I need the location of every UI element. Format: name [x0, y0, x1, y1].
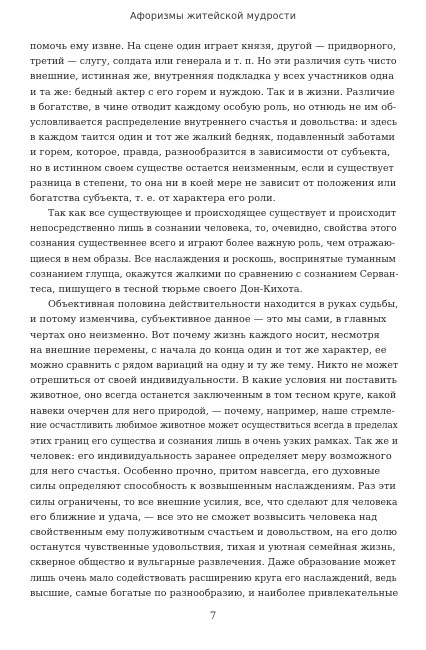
text-line: сознания существеннее всего и играют более важную роль, чем отражаю-: [30, 238, 395, 250]
text-line: непосредственно лишь в сознании человека, то, очевидно, свойства этого: [30, 223, 397, 235]
text-line: этих границ его существа и сознания лишь в очень узких рамках. Так же и: [30, 435, 398, 447]
text-line: скверное общество и вульгарные развлечения. Даже образование может: [30, 557, 396, 569]
text-line: внешние, истинная же, внутренняя подкладка у всех участников одна: [30, 71, 395, 83]
text-line: сознанием глупца, окажутся жалкими по сравнению с сознанием Серван-: [30, 268, 399, 280]
text-line: останутся чувственные удовольствия, тихая и уютная семейная жизнь,: [30, 542, 396, 554]
text-line: отрешиться от своей индивидуальности. В какие условия ни поставить: [30, 375, 397, 387]
page-number: 7: [209, 611, 217, 622]
text-line: чертах оно неизменно. Вот почему жизнь каждого носит, несмотря: [30, 329, 380, 341]
running-head: Афоризмы житейской мудрости: [129, 11, 297, 22]
text-line: его ближние и удача, — все это не сможет возвысить человека над: [30, 511, 378, 523]
text-line: для него счастья. Особенно прочно, притом навсегда, его духовные: [30, 466, 381, 478]
text-line: условливается распределение внутреннего счастья и довольства: и здесь: [30, 116, 398, 128]
text-line: навеки очерчен для него природой, — почему, например, наше стремле-: [30, 405, 395, 417]
text-line: щиеся в нем образы. Все наслаждения и роскошь, воспринятые туманным: [30, 253, 396, 265]
text-line: в каждом таится один и тот же жалкий бедняк, подавленный заботами: [30, 132, 395, 144]
text-line: силы ограничены, то все внешние усилия, все, что сделают для человека: [30, 496, 398, 508]
paragraph-start-line: Объективная половина действительности находится в руках судьбы,: [48, 299, 399, 311]
text-line: и та же: бедный актер с его горем и нуждою. Так и в жизни. Различие: [30, 86, 395, 98]
text-line: животное, оно всегда останется заключенным в том тесном круге, какой: [30, 390, 397, 402]
text-line: но в истинном своем существе остается неизменным, если и существует: [30, 162, 394, 174]
text-line: третий — слугу, солдата или генерала и т. п. Но эти различия суть чисто: [30, 56, 397, 68]
text-line: разница в степени, то она ни в коей мере не зависит от положения или: [30, 177, 397, 189]
text-line: лишь очень мало содействовать расширению круга его наслаждений, ведь: [30, 572, 397, 584]
text-line: помочь ему извне. На сцене один играет князя, другой — придворного,: [30, 41, 396, 52]
text-line: богатства субъекта, т. е. от характера его роли.: [30, 192, 276, 204]
text-line: и потому изменчива, субъективное данное — это мы сами, в главных: [30, 314, 387, 326]
text-line: высшие, самые богатые по разнообразию, и наиболее привлекательные: [30, 587, 399, 599]
body-text: [30, 39, 398, 601]
text-line: свойственным ему полуживотным счастьем и довольством, на его долю: [30, 527, 398, 538]
text-line: и горем, которое, правда, разнообразится в зависимости от субъекта,: [30, 147, 391, 159]
text-line: силы определяют способность к возвышенным наслаждениям. Раз эти: [30, 481, 396, 493]
text-line: теса, пишущего в тесной тюрьме своего Дон-Кихота.: [30, 284, 303, 295]
paragraph-start-line: Так как все существующее и происходящее существует и происходит: [48, 208, 397, 220]
text-line: можно сравнить с рядом вариаций на одну и ту же тему. Никто не может: [30, 359, 399, 371]
text-line: ние осчастливить любимое животное может осуществиться всегда в пределах: [30, 420, 398, 431]
text-line: на внешние перемены, с начала до конца один и тот же характер, ее: [30, 344, 387, 356]
text-line: в богатстве, в чине отводит каждому особую роль, но отнюдь не им об-: [30, 101, 397, 113]
text-line: человек: его индивидуальность заранее определяет меру возможного: [30, 451, 392, 463]
